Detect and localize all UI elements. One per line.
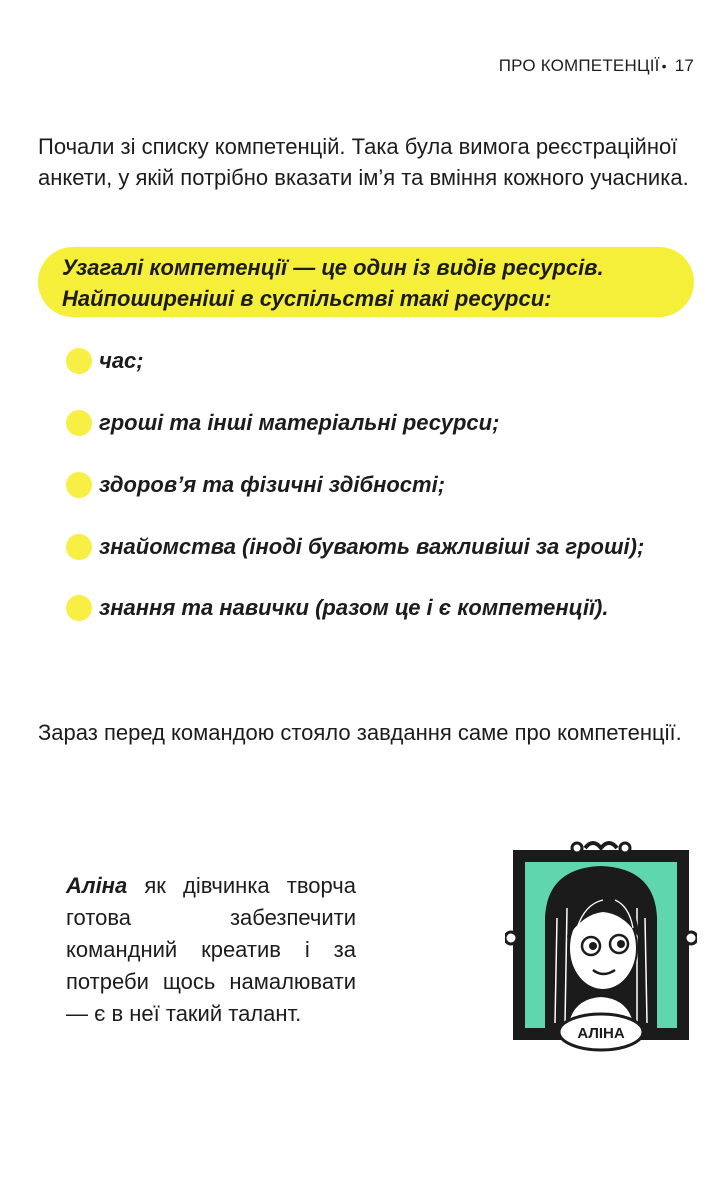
- callout-text: Узагалі компетенції — це один із видів ресурсів. Найпоширеніші в суспільстві такі ресурси:: [62, 255, 604, 311]
- list-item: [66, 408, 499, 438]
- task-paragraph: Зараз перед командою стояло завдання саме про компетенції.: [38, 720, 682, 745]
- bullet-dot-icon: [66, 595, 92, 621]
- list-item-text: час;: [99, 348, 144, 373]
- list-item-text: гроші та інші матеріальні ресурси;: [99, 410, 500, 435]
- list-item-text: знайомства (іноді бувають важливіші за гроші);: [99, 534, 645, 559]
- list-item-text: знання та навички (разом це і є компетенції).: [99, 595, 609, 620]
- list-item-text: здоров’я та фізичні здібності;: [99, 472, 446, 497]
- alina-portrait-illustration: [505, 838, 697, 1058]
- character-paragraph: [66, 870, 356, 1030]
- bullet-dot-icon: [66, 348, 92, 374]
- list-item: [66, 532, 644, 562]
- bullet-dot-icon: [66, 410, 92, 436]
- list-item: [66, 593, 609, 623]
- intro-paragraph: Почали зі списку компетенцій. Така була вимога реєстраційної анкети, у якій потрібно вказати ім’я та вміння кожного учасника.: [38, 134, 689, 190]
- bullet-dot-icon: [66, 472, 92, 498]
- section-title: ПРО КОМПЕТЕНЦІЇ: [498, 56, 660, 75]
- list-item: [66, 470, 445, 500]
- bullet-dot-icon: [66, 534, 92, 560]
- name-badge-label: АЛІНА: [577, 1025, 625, 1042]
- character-description: як дівчинка творча готова забезпечити командний креатив і за потреби щось намалювати — є в неї такий талант.: [66, 873, 356, 1026]
- list-item: [66, 346, 144, 376]
- character-name: Аліна: [66, 873, 128, 898]
- page-number: 17: [674, 56, 694, 75]
- separator-dot: •: [661, 58, 667, 74]
